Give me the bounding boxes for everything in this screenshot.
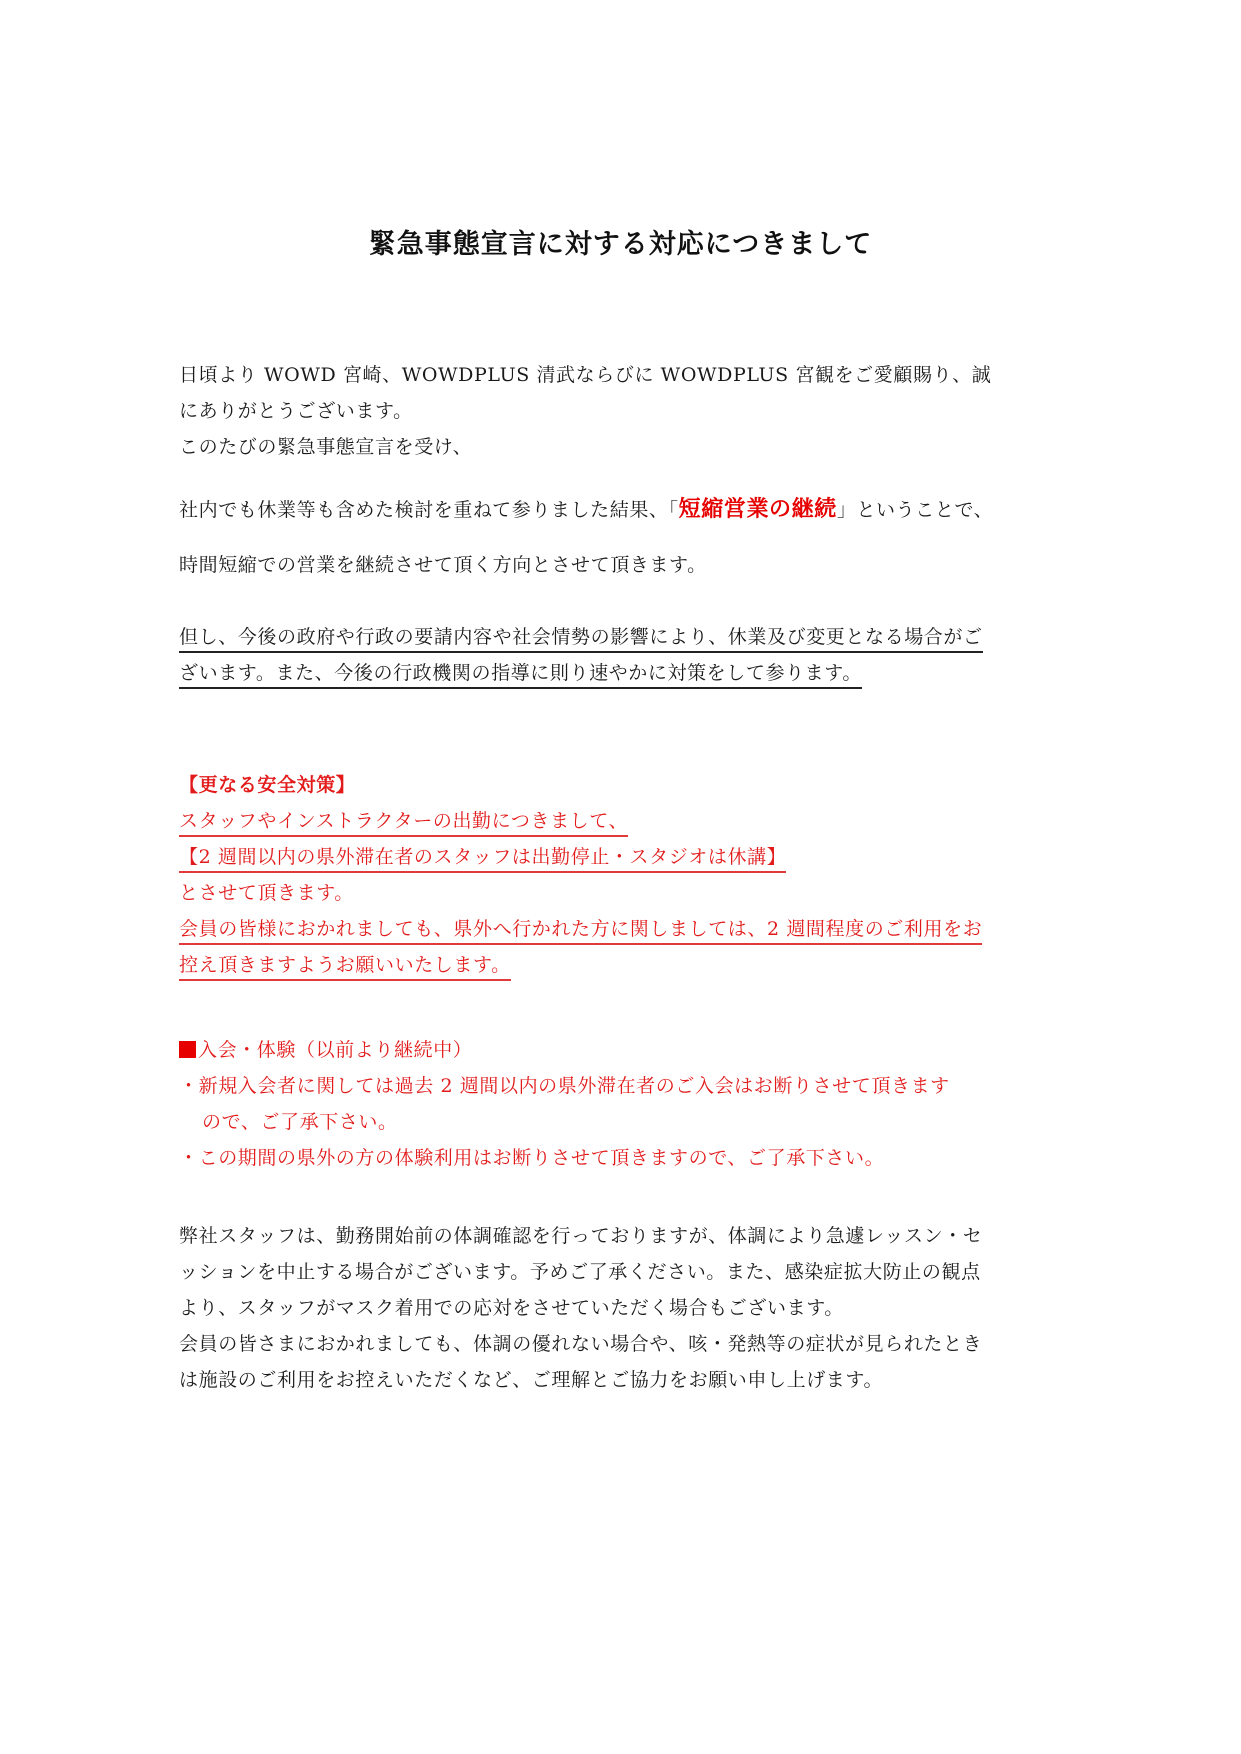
staff-line-4: 会員の皆さまにおかれましても、体調の優れない場合や、咳・発熱等の症状が見られたとき <box>179 1333 983 1355</box>
highlight-short-hours: 短縮営業の継続 <box>678 497 837 522</box>
safety-line-4: 会員の皆様におかれましても、県外へ行かれた方に関しましては、2 週間程度のご利用をお <box>179 918 982 945</box>
intro-line-4-after: 」ということで、 <box>836 499 994 521</box>
membership-bullet-1-line-1: ・新規入会者に関しては過去 2 週間以内の県外滞在者のご入会はお断りさせて頂きます <box>179 1075 950 1097</box>
intro-line-2: にありがとうございます。 <box>179 400 413 422</box>
notice-line-2: ざいます。また、今後の行政機関の指導に則り速やかに対策をして参ります。 <box>179 662 862 689</box>
membership-heading-text: 入会・体験（以前より継続中） <box>198 1039 473 1061</box>
staff-line-2: ッションを中止する場合がございます。予めご了承ください。また、感染症拡大防止の観点 <box>179 1261 981 1283</box>
intro-line-3: このたびの緊急事態宣言を受け、 <box>179 436 473 458</box>
staff-line-5: は施設のご利用をお控えいただくなど、ご理解とご協力をお願い申し上げます。 <box>179 1369 884 1391</box>
safety-line-2: 【2 週間以内の県外滞在者のスタッフは出勤停止・スタジオは休講】 <box>179 846 786 873</box>
intro-line-1: 日頃より WOWD 宮崎、WOWDPLUS 清武ならびに WOWDPLUS 宮観をご愛顧賜り、誠 <box>179 364 992 386</box>
intro-line-4 <box>179 497 993 523</box>
red-square-icon <box>179 1041 196 1058</box>
staff-line-1: 弊社スタッフは、勤務開始前の体調確認を行っておりますが、体調により急遽レッスン・セ <box>179 1225 983 1247</box>
membership-bullet-2: ・この期間の県外の方の体験利用はお断りさせて頂きますので、ご了承下さい。 <box>179 1147 885 1169</box>
page-title: 緊急事態宣言に対する対応につきまして <box>368 229 873 260</box>
notice-line-1: 但し、今後の政府や行政の要請内容や社会情勢の影響により、休業及び変更となる場合がご <box>179 626 983 653</box>
safety-heading: 【更なる安全対策】 <box>179 774 356 796</box>
safety-line-1: スタッフやインストラクターの出勤につきまして、 <box>179 810 628 837</box>
safety-line-3: とさせて頂きます。 <box>179 882 354 904</box>
membership-heading <box>179 1037 472 1063</box>
staff-line-3: より、スタッフがマスク着用での応対をさせていただく場合もございます。 <box>179 1297 844 1319</box>
intro-line-5: 時間短縮での営業を継続させて頂く方向とさせて頂きます。 <box>179 554 707 576</box>
safety-line-5: 控え頂きますようお願いいたします。 <box>179 954 511 981</box>
membership-bullet-1-line-2: ので、ご了承下さい。 <box>202 1111 398 1133</box>
intro-line-4-before: 社内でも休業等も含めた検討を重ねて参りました結果、「 <box>179 499 679 521</box>
